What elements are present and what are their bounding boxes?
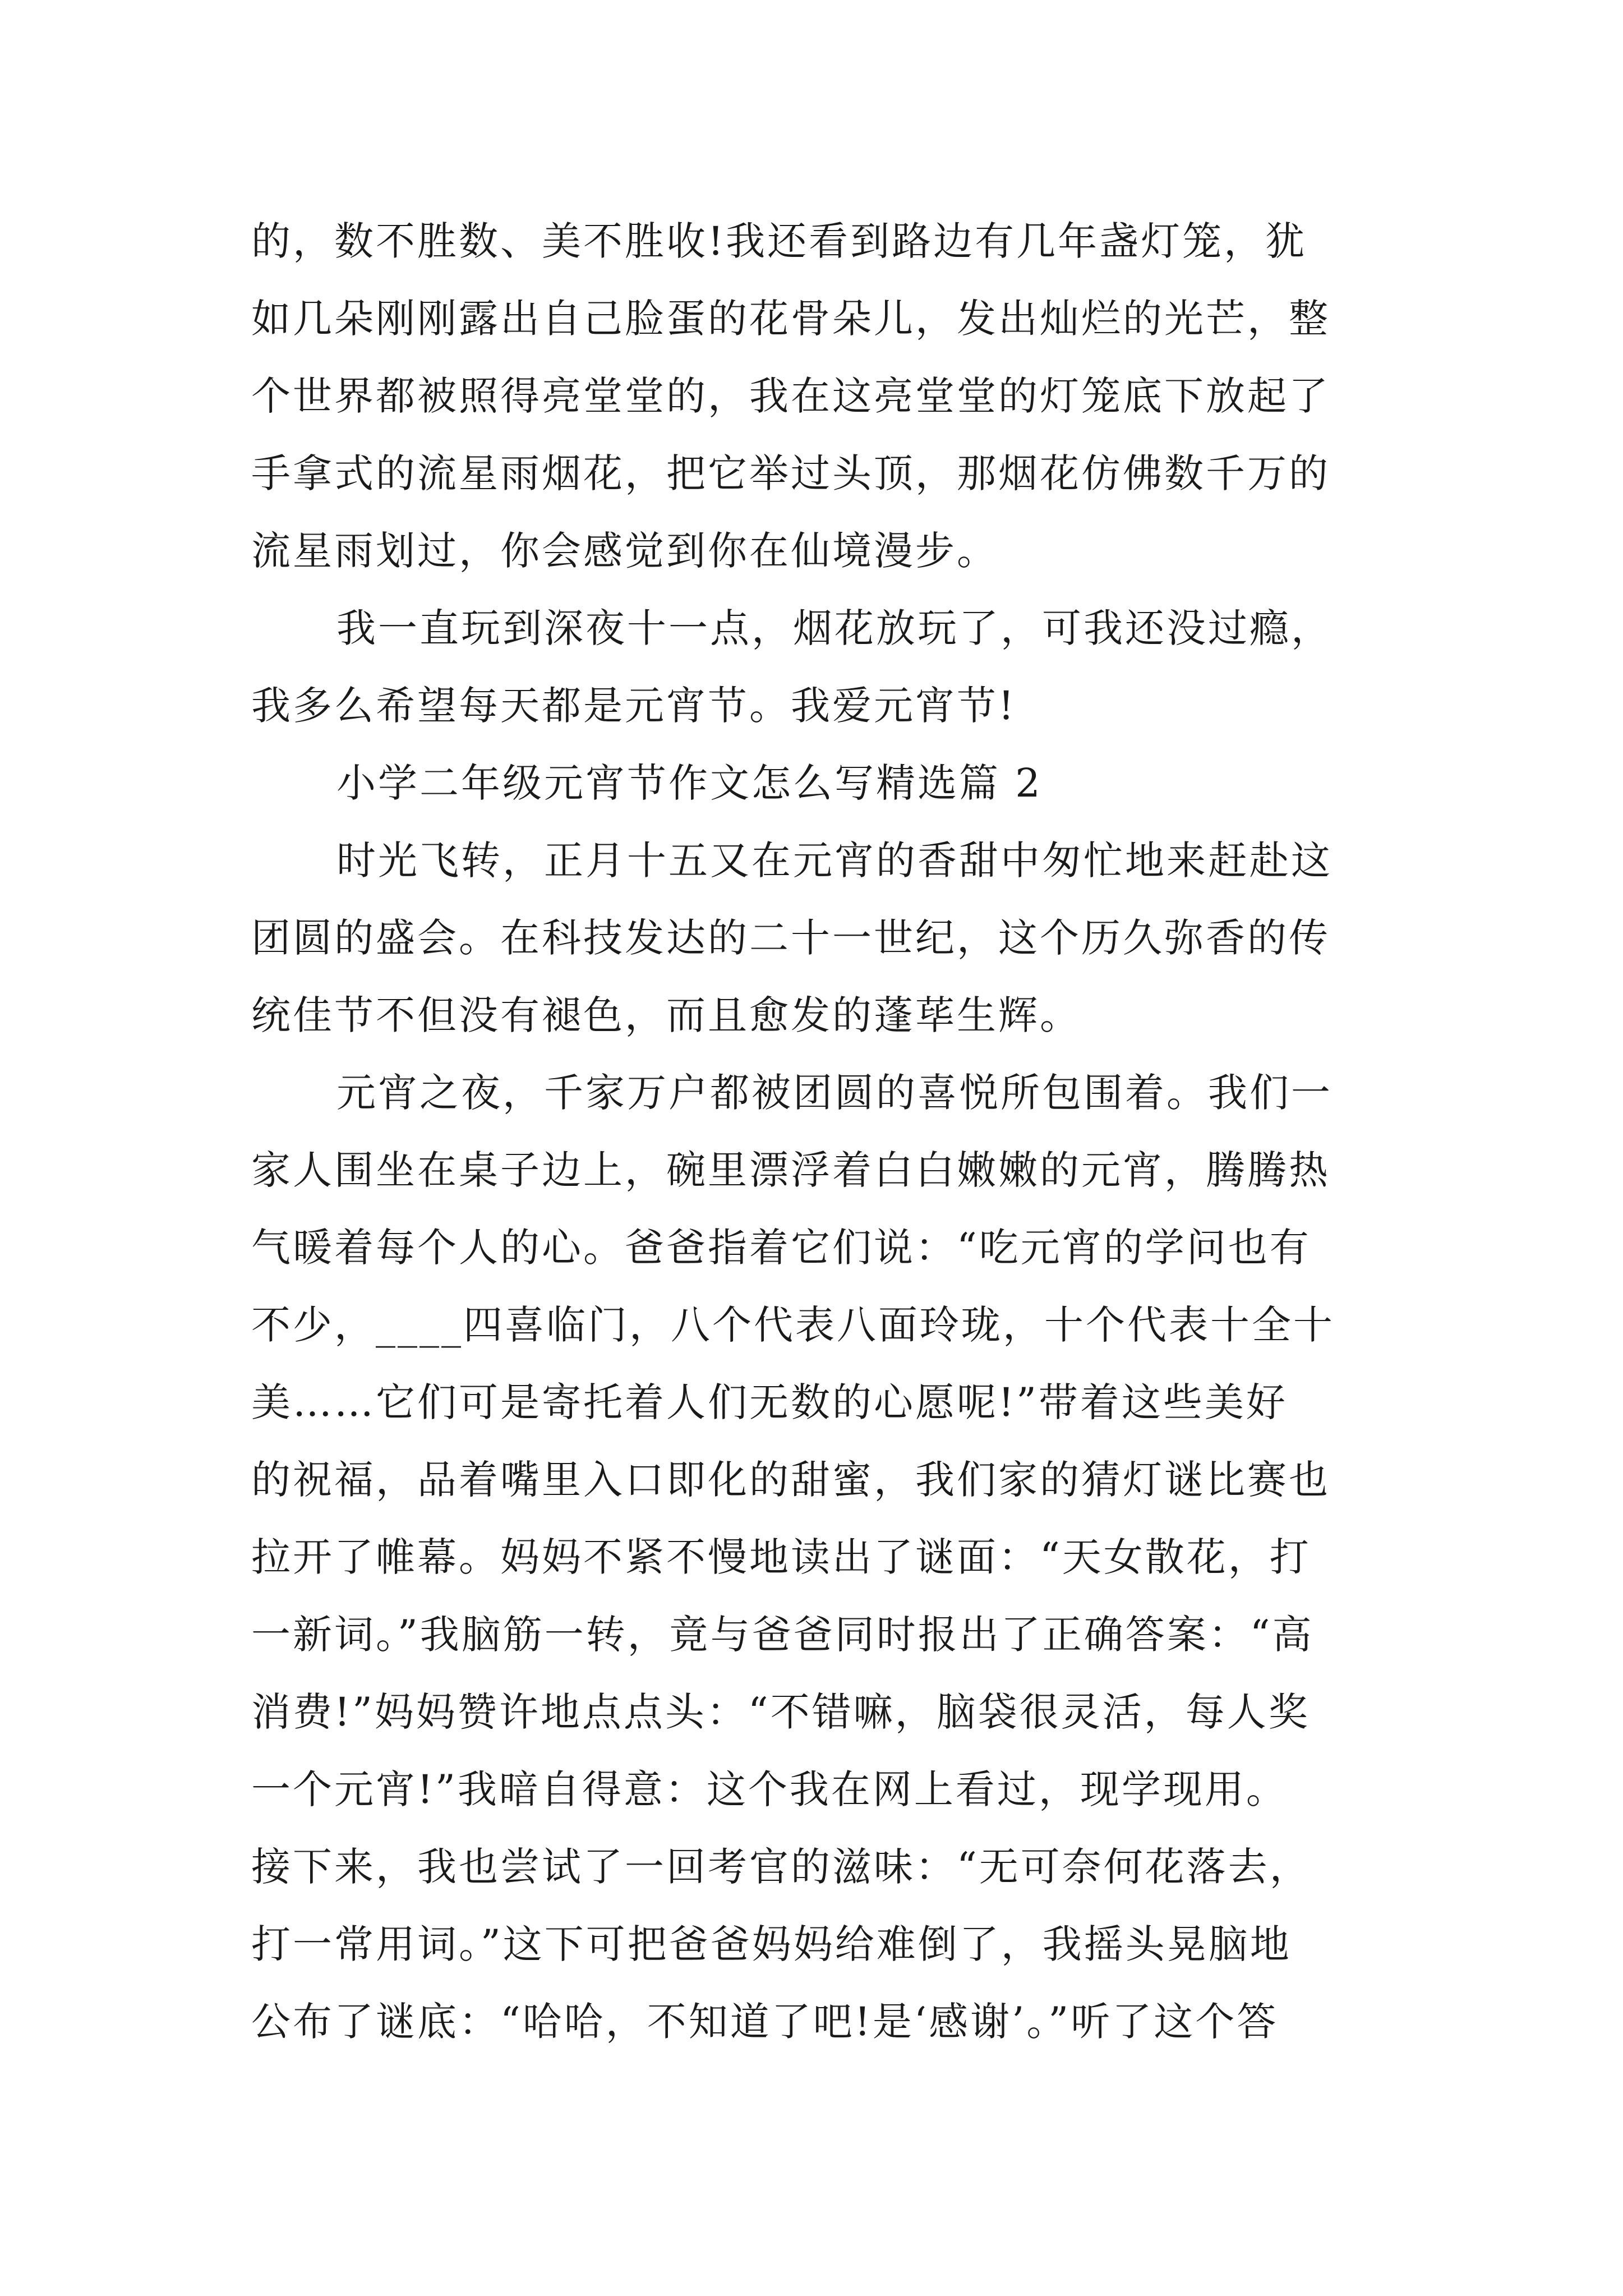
text-line: 公布了谜底：“哈哈，不知道了吧!是‘感谢’。”听了这个答 <box>251 1999 1279 2045</box>
text-line: 团圆的盛会。在科技发达的二十一世纪，这个历久弥香的传 <box>251 915 1330 961</box>
text-line: 美……它们可是寄托着人们无数的心愿呢!”带着这些美好 <box>251 1379 1288 1425</box>
paragraph-first-line: 我一直玩到深夜十一点，烟花放玩了，可我还没过瘾， <box>336 605 1332 651</box>
section-heading: 小学二年级元宵节作文怎么写精选篇 2 <box>336 760 1043 806</box>
paragraph-first-line: 元宵之夜，千家万户都被团圆的喜悦所包围着。我们一 <box>336 1070 1332 1116</box>
text-line: 的祝福，品着嘴里入口即化的甜蜜，我们家的猜灯谜比赛也 <box>251 1457 1330 1503</box>
text-line: 个世界都被照得亮堂堂的，我在这亮堂堂的灯笼底下放起了 <box>251 373 1330 419</box>
text-line: 接下来，我也尝试了一回考官的滋味：“无可奈何花落去， <box>251 1844 1311 1890</box>
text-line: 如几朵刚刚露出自己脸蛋的花骨朵儿，发出灿烂的光芒，整 <box>251 296 1330 342</box>
text-line: 家人围坐在桌子边上，碗里漂浮着白白嫩嫩的元宵，腾腾热 <box>251 1147 1330 1193</box>
text-line: 消费!”妈妈赞许地点点头：“不错嘛，脑袋很灵活，每人奖 <box>251 1689 1310 1735</box>
text-line: 手拿式的流星雨烟花，把它举过头顶，那烟花仿佛数千万的 <box>251 450 1330 496</box>
paragraph-first-line: 时光飞转，正月十五又在元宵的香甜中匆忙地来赶赴这 <box>336 838 1332 884</box>
text-line: 拉开了帷幕。妈妈不紧不慢地读出了谜面：“天女散花，打 <box>251 1534 1311 1580</box>
text-line: 流星雨划过，你会感觉到你在仙境漫步。 <box>251 528 998 574</box>
text-line: 打一常用词。”这下可把爸爸妈妈给难倒了，我摇头晃脑地 <box>251 1921 1292 1967</box>
text-line: 一个元宵!”我暗自得意：这个我在网上看过，现学现用。 <box>251 1766 1288 1812</box>
text-line: 气暖着每个人的心。爸爸指着它们说：“吃元宵的学问也有 <box>251 1225 1311 1271</box>
text-line: 不少，____四喜临门，八个代表八面玲珑，十个代表十全十 <box>251 1302 1335 1348</box>
text-line: 统佳节不但没有褪色，而且愈发的蓬荜生辉。 <box>251 992 1081 1038</box>
text-line: 一新词。”我脑筋一转，竟与爸爸同时报出了正确答案：“高 <box>251 1612 1314 1658</box>
text-line: 的，数不胜数、美不胜收!我还看到路边有几年盏灯笼，犹 <box>251 218 1307 264</box>
text-line: 我多么希望每天都是元宵节。我爱元宵节! <box>251 683 1017 729</box>
